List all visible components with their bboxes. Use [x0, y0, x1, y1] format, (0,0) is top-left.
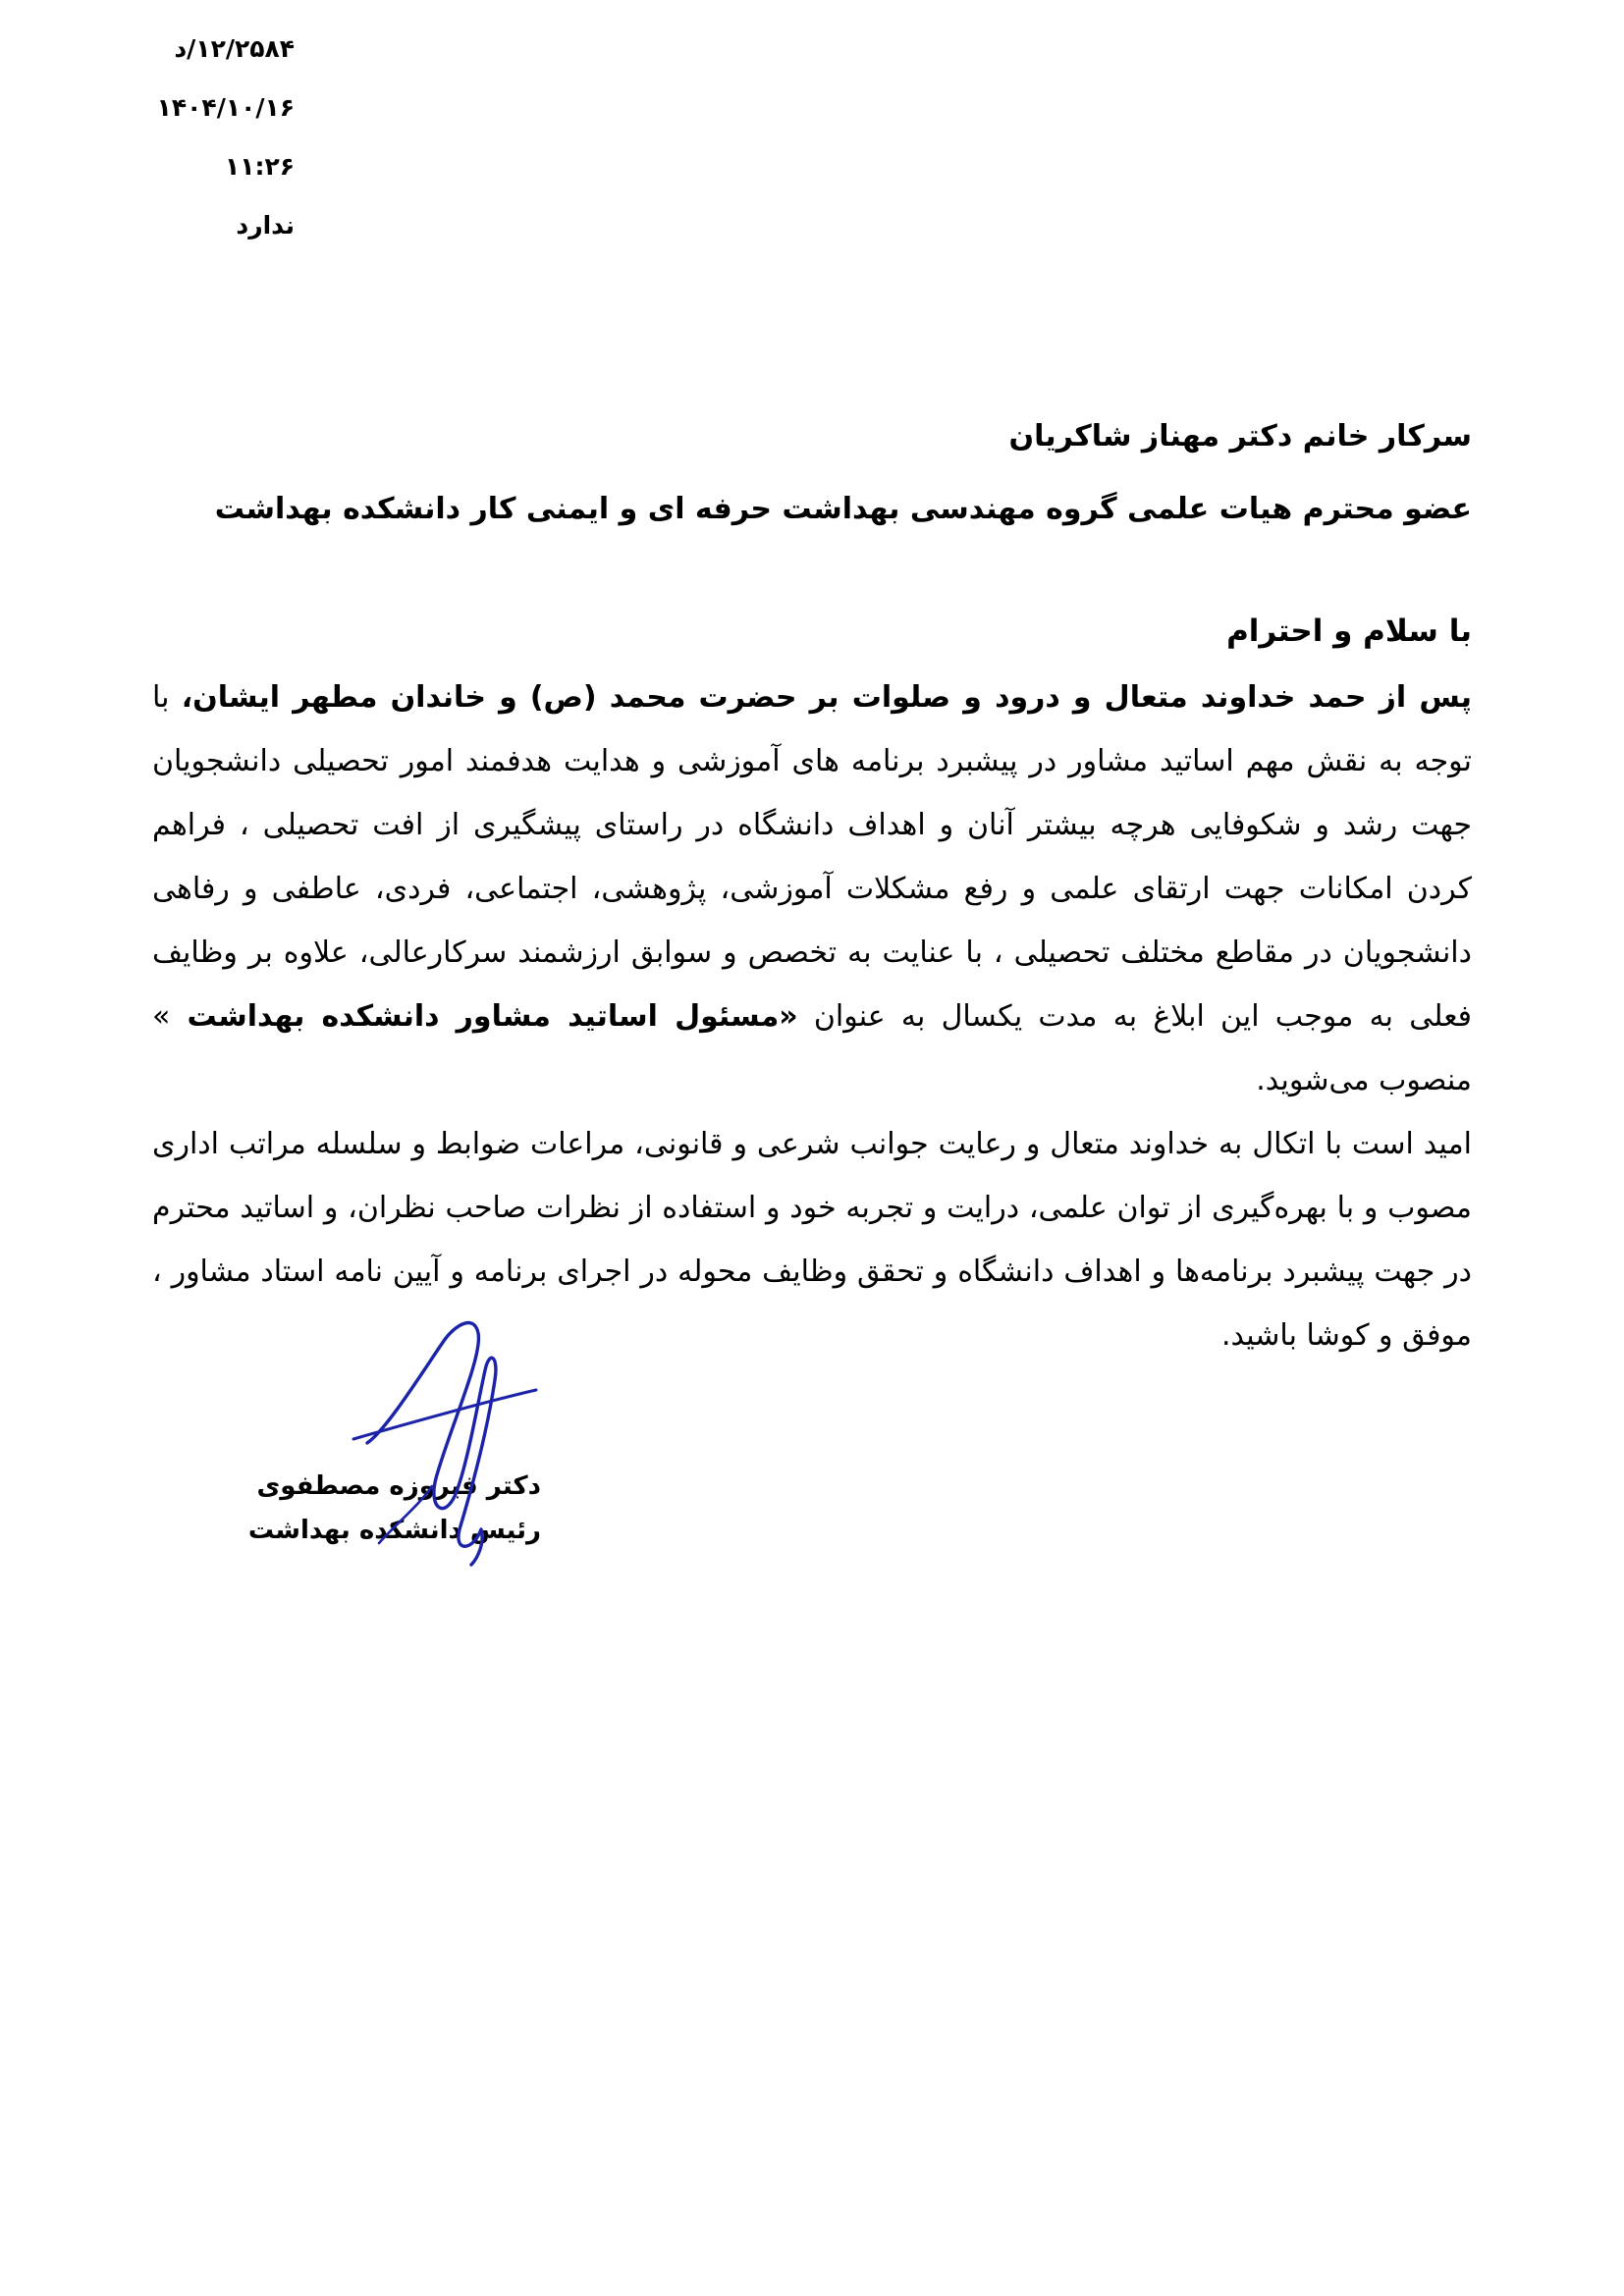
recipient-title: عضو محترم هیات علمی گروه مهندسی بهداشت حرفه ای و ایمنی کار دانشکده بهداشت — [214, 492, 1472, 526]
recipient-name: سرکار خانم دکتر مهناز شاکریان — [1008, 419, 1472, 454]
body-text-bold: «مسئول اساتید مشاور دانشکده بهداشت — [170, 999, 798, 1034]
signer-name: دکتر فیروزه مصطفوی — [256, 1471, 541, 1501]
letter-time-value: ۱۱:۲۶ — [224, 152, 295, 181]
body-text: امید است با اتکال به خداوند متعال و رعایت جوانب شرعی و قانونی، مراعات ضوابط و سلسله مراتب اداری مصوب و با بهره‌گیری از توان علمی، درایت و تجربه خود و استفاده از نظرات صاحب نظران، و اساتید محترم در جهت پیشبرد برنامه‌ها و اهداف دانشگاه و تحقق وظایف محوله در اجرای برنامه و آیین نامه استاد مشاور ، موفق و کوشا باشید. — [152, 1127, 1472, 1353]
signer-title: رئیس دانشکده بهداشت — [247, 1516, 541, 1545]
signer-block — [247, 1465, 541, 1553]
body-text: » منصوب می‌شوید. — [152, 999, 1472, 1097]
body-text: با توجه به نقش مهم اساتید مشاور در پیشبرد برنامه های آموزشی و هدایت هدفمند امور تحصیلی دانشجویان جهت رشد و شکوفایی هرچه بیشتر آنان و اهداف دانشگاه در راستای پیشگیری از افت تحصیلی ، فراهم کردن امکانات جهت ارتقای علمی و رفع مشکلات آموزشی، پژوهشی، اجتماعی، فردی، عاطفی و رفاهی دانشجویان در مقاطع مختلف تحصیلی ، با عنایت به تخصص و سوابق ارزشمند سرکارعالی، علاوه بر وظایف فعلی به موجب این ابلاغ به مدت یکسال به عنوان — [152, 680, 1473, 1034]
body-text-bold: پس از حمد خداوند متعال و درود و صلوات بر حضرت محمد (ص) و خاندان مطهر ایشان، — [181, 680, 1472, 715]
letter-date-value: ۱۴۰۴/۱۰/۱۶ — [156, 93, 295, 122]
letter-body — [152, 666, 1472, 1367]
salutation: با سلام و احترام — [1226, 614, 1472, 649]
letter-content — [152, 0, 1472, 1367]
body-paragraph — [152, 666, 1472, 1112]
letter-number-value: د/۱۲/۲۵۸۴ — [174, 34, 295, 63]
attachment-status: ندارد — [236, 211, 295, 240]
body-paragraph — [152, 1112, 1472, 1367]
